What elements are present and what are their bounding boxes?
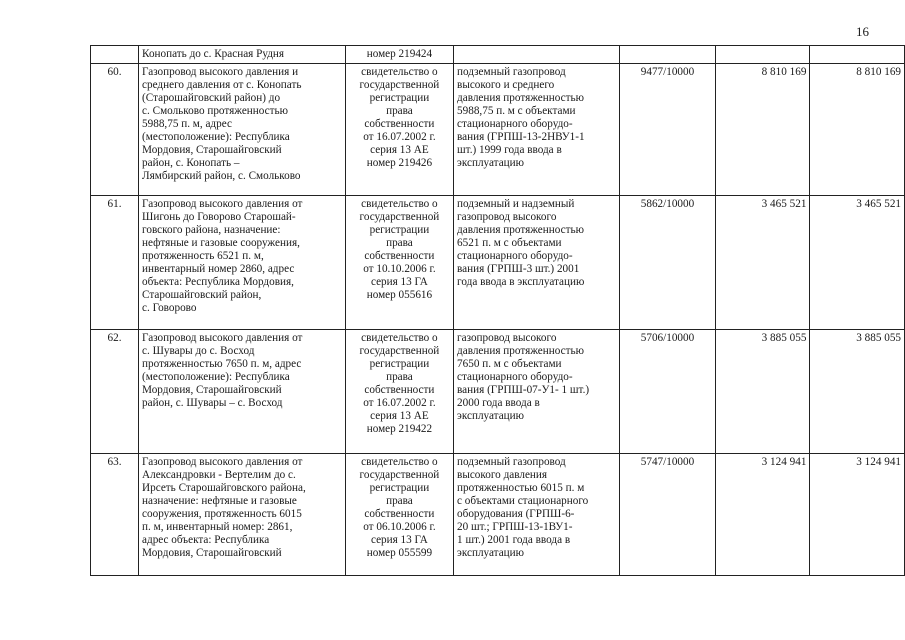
cell-text-line: государственной	[359, 211, 440, 223]
cell-text-line: назначение: нефтяные и газовые	[142, 495, 297, 507]
cell-text-line: регистрации	[369, 92, 430, 104]
cell-text-line: район, с. Конопать –	[142, 157, 240, 169]
cell-text-line: адрес объекта: Республика	[142, 534, 270, 546]
cell-text-line: газопровод высокого	[457, 211, 557, 223]
certificate-cell	[345, 196, 453, 330]
cell-text-line: с. Шувары до с. Восход	[142, 345, 255, 357]
cell-text-line: высокого и среднего	[457, 79, 555, 91]
cell-text-line: от 06.10.2006 г.	[363, 521, 436, 533]
cell-text-line: оборудования (ГРПШ-6-	[457, 508, 575, 520]
cell-text-line: Газопровод высокого давления от	[142, 456, 303, 468]
cell-text-line: Старошайговский район,	[142, 289, 262, 301]
description-cell	[454, 330, 620, 454]
share-cell: 5862/10000	[620, 196, 716, 330]
cell-text-line: от 16.07.2002 г.	[363, 131, 436, 143]
cell-text-line: от 16.07.2002 г.	[363, 397, 436, 409]
cell-text-line: свидетельство о	[361, 198, 438, 210]
cell-text-line: серия 13 ГА	[370, 276, 428, 288]
cell-text-line: вания (ГРПШ-13-2НВУ1-1	[457, 131, 585, 143]
description-cell	[454, 454, 620, 576]
cell-text-line: 5988,75 п. м, адрес	[142, 118, 232, 130]
cell-text-line: свидетельство о	[361, 456, 438, 468]
cell-text-line: протяженностью 7650 п. м, адрес	[142, 358, 302, 370]
object-name-cell	[139, 330, 346, 454]
cell-text-line: протяженность 6521 п. м,	[142, 250, 264, 262]
row-number-cell: 63.	[91, 454, 139, 576]
cell-text-line: от 10.10.2006 г.	[363, 263, 436, 275]
page-number: 16	[856, 24, 869, 39]
cell-text-line: стационарного оборудо-	[457, 250, 573, 262]
value-cell-2: 3 465 521	[810, 196, 905, 330]
object-name-cell	[139, 196, 346, 330]
cell-text-line: среднего давления от с. Конопать	[142, 79, 302, 91]
share-cell: 9477/10000	[620, 64, 716, 196]
cell-text-line: права	[386, 105, 413, 117]
cell-text-line: вания (ГРПШ-3 шт.) 2001	[457, 263, 580, 275]
table-row-continued	[91, 46, 905, 64]
cell-text-line: регистрации	[369, 358, 430, 370]
cell-text-line: собственности	[364, 508, 435, 520]
cell-text-line: номер 219422	[366, 423, 433, 435]
table-row	[91, 196, 905, 330]
cell-text-line: с. Смольково протяженностью	[142, 105, 288, 117]
value-cell-2	[810, 46, 905, 64]
certificate-cell	[345, 46, 453, 64]
cell-text-line: Мордовия, Старошайговский	[142, 384, 282, 396]
cell-text-line: собственности	[364, 384, 435, 396]
cell-text-line: номер 219424	[366, 48, 433, 60]
cell-text-line: 6521 п. м с объектами	[457, 237, 562, 249]
cell-text-line: эксплуатацию	[457, 410, 524, 422]
value-cell: 3 885 055	[715, 330, 810, 454]
cell-text-line: Газопровод высокого давления от	[142, 332, 303, 344]
cell-text-line: Ирсеть Старошайговского района,	[142, 482, 306, 494]
cell-text-line: 20 шт.; ГРПШ-13-1ВУ1-	[457, 521, 573, 533]
cell-text-line: серия 13 АЕ	[370, 144, 429, 156]
value-cell-2: 3 885 055	[810, 330, 905, 454]
cell-text-line: с объектами стационарного	[457, 495, 589, 507]
cell-text-line: нефтяные и газовые сооружения,	[142, 237, 300, 249]
cell-text-line: права	[386, 237, 413, 249]
table-row	[91, 64, 905, 196]
row-number-cell: 61.	[91, 196, 139, 330]
value-cell: 3 124 941	[715, 454, 810, 576]
table-row	[91, 454, 905, 576]
object-name-cell	[139, 46, 346, 64]
cell-text-line: 1 шт.) 2001 года ввода в	[457, 534, 571, 546]
cell-text-line: (Старошайговский район) до	[142, 92, 281, 104]
cell-text-line: свидетельство о	[361, 332, 438, 344]
cell-text-line: собственности	[364, 118, 435, 130]
cell-text-line: свидетельство о	[361, 66, 438, 78]
cell-text-line: номер 055616	[366, 289, 433, 301]
cell-text-line: Шигонь до Говорово Старошай-	[142, 211, 296, 223]
cell-text-line: Газопровод высокого давления от	[142, 198, 303, 210]
cell-text-line: давления протяженностью	[457, 92, 584, 104]
cell-text-line: эксплуатацию	[457, 157, 524, 169]
row-number-cell: 62.	[91, 330, 139, 454]
cell-text-line: Газопровод высокого давления и	[142, 66, 299, 78]
certificate-cell	[345, 64, 453, 196]
cell-text-line: стационарного оборудо-	[457, 118, 573, 130]
cell-text-line: Лямбирский район, с. Смольково	[142, 170, 301, 182]
description-cell	[454, 64, 620, 196]
cell-text-line: серия 13 АЕ	[370, 410, 429, 422]
share-cell: 5706/10000	[620, 330, 716, 454]
cell-text-line: вания (ГРПШ-07-У1- 1 шт.)	[457, 384, 590, 396]
cell-text-line: Александровки - Вертелим до с.	[142, 469, 296, 481]
cell-text-line: стационарного оборудо-	[457, 371, 573, 383]
cell-text-line: подземный газопровод	[457, 456, 566, 468]
certificate-cell	[345, 330, 453, 454]
cell-text-line: п. м, инвентарный номер: 2861,	[142, 521, 293, 533]
cell-text-line: протяженностью 6015 п. м	[457, 482, 585, 494]
cell-text-line: с. Говорово	[142, 302, 197, 314]
cell-text-line: номер 219426	[366, 157, 433, 169]
value-cell-2: 8 810 169	[810, 64, 905, 196]
cell-text-line: шт.) 1999 года ввода в	[457, 144, 562, 156]
cell-text-line: газопровод высокого	[457, 332, 557, 344]
cell-text-line: 5988,75 п. м с объектами	[457, 105, 576, 117]
cell-text-line: права	[386, 495, 413, 507]
description-cell	[454, 196, 620, 330]
cell-text-line: номер 055599	[366, 547, 433, 559]
cell-text-line: 2000 года ввода в	[457, 397, 540, 409]
description-cell	[454, 46, 620, 64]
table-row	[91, 330, 905, 454]
cell-text-line: собственности	[364, 250, 435, 262]
cell-text-line: серия 13 ГА	[370, 534, 428, 546]
cell-text-line: сооружения, протяженность 6015	[142, 508, 302, 520]
cell-text-line: говского района, назначение:	[142, 224, 281, 236]
value-cell: 3 465 521	[715, 196, 810, 330]
object-name-cell	[139, 454, 346, 576]
cell-text-line: Мордовия, Старошайговский	[142, 547, 282, 559]
value-cell	[715, 46, 810, 64]
share-cell	[620, 46, 716, 64]
certificate-cell	[345, 454, 453, 576]
cell-text-line: государственной	[359, 345, 440, 357]
cell-text-line: регистрации	[369, 482, 430, 494]
cell-text-line: давления протяженностью	[457, 224, 584, 236]
cell-text-line: давления протяженностью	[457, 345, 584, 357]
row-number-cell	[91, 46, 139, 64]
cell-text-line: высокого давления	[457, 469, 548, 481]
value-cell-2: 3 124 941	[810, 454, 905, 576]
cell-text-line: государственной	[359, 469, 440, 481]
property-table	[90, 45, 905, 576]
object-name-cell	[139, 64, 346, 196]
cell-text-line: Конопать до с. Красная Рудня	[142, 48, 285, 60]
cell-text-line: Мордовия, Старошайговский	[142, 144, 282, 156]
cell-text-line: права	[386, 371, 413, 383]
cell-text-line: подземный газопровод	[457, 66, 566, 78]
cell-text-line: регистрации	[369, 224, 430, 236]
cell-text-line: (местоположение): Республика	[142, 371, 290, 383]
cell-text-line: государственной	[359, 79, 440, 91]
cell-text-line: объекта: Республика Мордовия,	[142, 276, 294, 288]
cell-text-line: район, с. Шувары – с. Восход	[142, 397, 283, 409]
cell-text-line: 7650 п. м с объектами	[457, 358, 562, 370]
row-number-cell: 60.	[91, 64, 139, 196]
value-cell: 8 810 169	[715, 64, 810, 196]
cell-text-line: инвентарный номер 2860, адрес	[142, 263, 295, 275]
share-cell: 5747/10000	[620, 454, 716, 576]
cell-text-line: года ввода в эксплуатацию	[457, 276, 585, 288]
cell-text-line: эксплуатацию	[457, 547, 524, 559]
cell-text-line: (местоположение): Республика	[142, 131, 290, 143]
cell-text-line: подземный и надземный	[457, 198, 575, 210]
